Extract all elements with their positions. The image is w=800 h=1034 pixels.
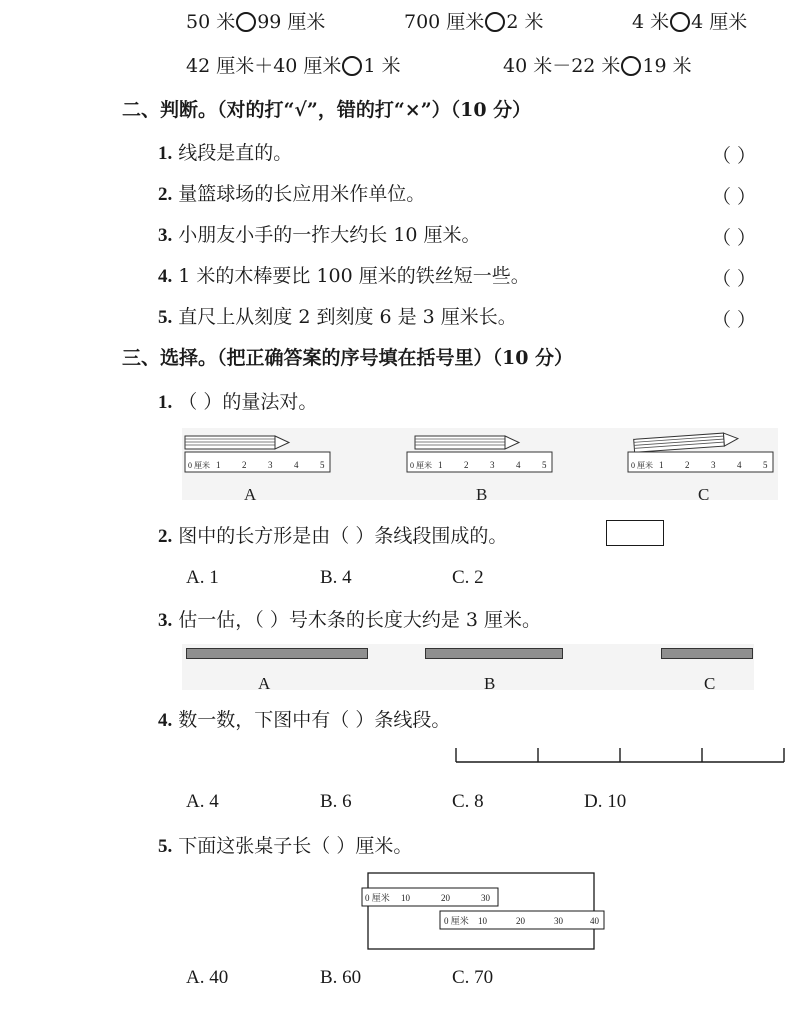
choose-q1 [158,390,317,415]
ruler-tick: 30 [554,916,563,926]
judge-item-5 [158,305,517,330]
choose-q2 [158,524,507,549]
ruler-tick: 4 [294,460,299,470]
compare-left: 4 米 [632,11,670,33]
judge-answer-1[interactable]: （ ） [712,145,757,167]
compare-circle-blank[interactable] [670,12,690,32]
compare-circle-blank[interactable] [236,12,256,32]
item-number: 5. [158,836,173,857]
option-label-b: B [484,674,496,693]
ruler-tick: 2 [464,460,469,470]
ruler-tick: 4 [737,460,742,470]
option-b[interactable]: B. 60 [320,967,362,988]
ruler-tick: 3 [711,460,716,470]
ruler-tick: 1 [438,460,443,470]
compare-circle-blank[interactable] [485,12,505,32]
judge-item-1 [158,141,292,166]
ruler-tick: 10 [401,893,410,903]
ruler-tick: 20 [441,893,450,903]
item-text: 估一估，（ ）号木条的长度大约是 3 厘米。 [178,609,542,631]
choose-section-title: 三、选择。（把正确答案的序号填在括号里）（10 分） [122,347,574,369]
compare-right: 19 米 [642,55,692,77]
ruler-tick: 10 [478,916,487,926]
compare-right: 99 厘米 [257,11,326,33]
ruler-tick: 3 [490,460,495,470]
item-text: 下面这张桌子长（ ）厘米。 [178,835,413,857]
compare-left: 700 厘米 [404,11,485,33]
compare-row-1c [632,10,747,34]
item-text: 线段是直的。 [178,142,293,164]
item-text: 直尺上从刻度 2 到刻度 6 是 3 厘米长。 [178,306,517,328]
ruler-unit-label: 0 厘米 [410,461,432,470]
option-a[interactable]: A. 4 [186,791,219,812]
item-number: 3. [158,225,173,246]
ruler-tick: 1 [216,460,221,470]
ruler-tick: 5 [763,460,768,470]
item-number: 1. [158,143,173,164]
option-label-c: C [704,674,716,693]
ruler-unit-label: 0 厘米 [188,461,210,470]
option-b[interactable]: B. 6 [320,791,352,812]
item-text: 图中的长方形是由（ ）条线段围成的。 [178,525,508,547]
item-text: （ ）的量法对。 [178,391,318,413]
item-number: 2. [158,526,173,547]
compare-circle-blank[interactable] [621,56,641,76]
option-c[interactable]: C. 8 [452,791,484,812]
choose-q3 [158,608,541,633]
ruler-tick: 5 [320,460,325,470]
ruler-unit-label: 0 厘米 [631,461,653,470]
judge-answer-2[interactable]: （ ） [712,186,757,208]
compare-row-2b [503,54,692,78]
compare-left: 40 米－22 米 [503,55,621,77]
item-text: 量篮球场的长应用米作单位。 [178,183,426,205]
ruler-tick: 5 [542,460,547,470]
compare-right: 2 米 [506,11,544,33]
ruler-tick: 2 [685,460,690,470]
ruler-tick: 2 [242,460,247,470]
item-text: 数一数，下图中有（ ）条线段。 [178,709,451,731]
compare-row-2a [186,54,401,78]
judge-answer-4[interactable]: （ ） [712,268,757,290]
segment-figure [450,742,790,768]
option-b[interactable]: B. 4 [320,567,352,588]
wood-strip-c [661,648,753,659]
item-number: 1. [158,392,173,413]
item-text: 小朋友小手的一拃大约长 10 厘米。 [178,224,481,246]
item-number: 3. [158,610,173,631]
item-number: 2. [158,184,173,205]
option-a[interactable]: A. 40 [186,967,229,988]
option-label-a: A [258,674,271,693]
ruler-unit-label: 0 厘米 [444,916,469,926]
item-number: 5. [158,307,173,328]
compare-right: 1 米 [363,55,401,77]
pencil-ruler-figure [182,428,778,508]
option-label-a: A [244,485,257,504]
compare-row-1b [404,10,543,34]
choose-q5 [158,834,412,859]
compare-row-1a [186,10,325,34]
judge-answer-5[interactable]: （ ） [712,309,757,331]
ruler-tick: 30 [481,893,490,903]
ruler-tick: 4 [516,460,521,470]
ruler-tick: 3 [268,460,273,470]
option-a[interactable]: A. 1 [186,567,219,588]
judge-section-title: 二、判断。（对的打“√”，错的打“×”）（10 分） [122,99,532,121]
judge-item-4 [158,264,530,289]
judge-item-2 [158,182,425,207]
wood-strip-b [425,648,563,659]
item-number: 4. [158,710,173,731]
compare-circle-blank[interactable] [342,56,362,76]
ruler-tick: 20 [516,916,525,926]
option-c[interactable]: C. 2 [452,567,484,588]
option-label-b: B [476,485,488,504]
item-number: 4. [158,266,173,287]
option-c[interactable]: C. 70 [452,967,494,988]
compare-right: 4 厘米 [691,11,748,33]
table-ruler-figure [358,870,608,952]
item-text: 1 米的木棒要比 100 厘米的铁丝短一些。 [178,265,530,287]
wood-strip-a [186,648,368,659]
ruler-tick: 40 [590,916,599,926]
judge-item-3 [158,223,481,248]
judge-answer-3[interactable]: （ ） [712,227,757,249]
ruler-tick: 1 [659,460,664,470]
compare-left: 50 米 [186,11,236,33]
choose-q4 [158,708,450,733]
rectangle-figure [606,520,664,546]
ruler-unit-label: 0 厘米 [365,893,390,903]
option-label-c: C [698,485,710,504]
option-d[interactable]: D. 10 [584,791,627,812]
compare-left: 42 厘米＋40 厘米 [186,55,342,77]
